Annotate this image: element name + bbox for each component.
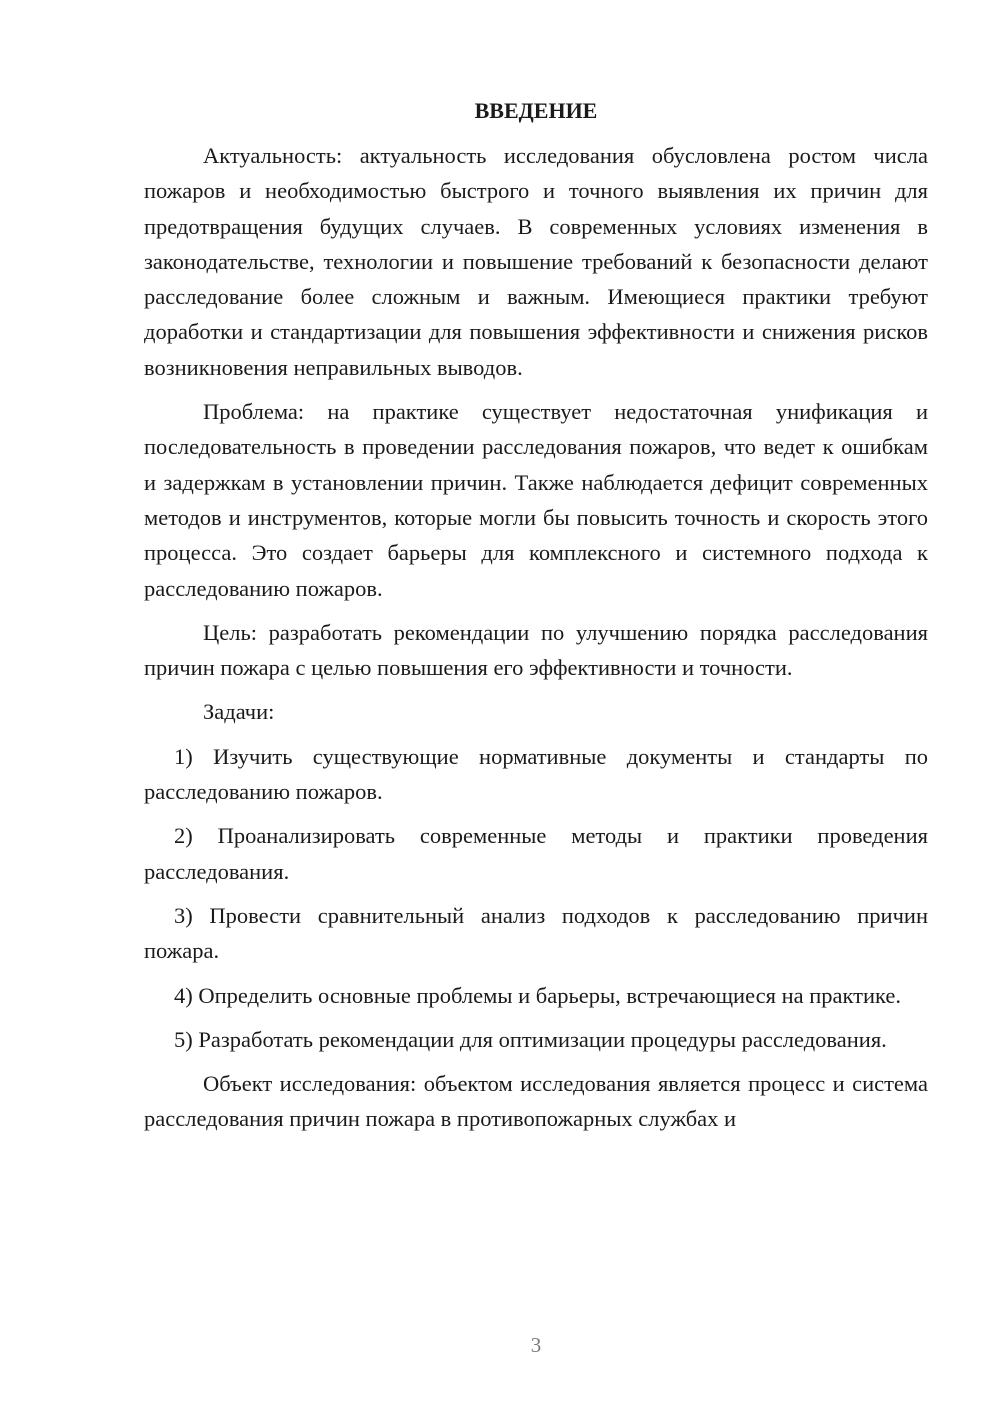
paragraph-relevance: Актуальность: актуальность исследования обусловлена ростом числа пожаров и необходимостью быстрого и точного выявления их причин для предотвращения будущих случаев. В современных условиях изменения в законодательстве, технологии и повышение требований к безопасности делают расследование более сложным и важным. Имеющиеся практики требуют доработки и стандартизации для повышения эффективности и снижения рисков возникновения неправильных выводов. bbox=[144, 143, 928, 380]
paragraph-problem: Проблема: на практике существует недостаточная унификация и последовательность в проведении расследования пожаров, что ведет к ошибкам и задержкам в установлении причин. Также наблюдается дефицит современных методов и инструментов, которые могли бы повысить точность и скорость этого процесса. Это создает барьеры для комплексного и системного подхода к расследованию пожаров. bbox=[144, 399, 928, 601]
task-item-4: 4) Определить основные проблемы и барьеры, встречающиеся на практике. bbox=[174, 982, 902, 1008]
task-item-3: 3) Провести сравнительный анализ подходов к расследованию причин пожара. bbox=[144, 902, 928, 964]
document-page bbox=[144, 96, 928, 1146]
paragraph-object: Объект исследования: объектом исследования является процесс и система расследования причин пожара в противопожарных службах и bbox=[144, 1071, 928, 1132]
tasks-label: Задачи: bbox=[203, 699, 275, 725]
paragraph-goal: Цель: разработать рекомендации по улучшению порядка расследования причин пожара с целью повышения его эффективности и точности. bbox=[144, 619, 928, 681]
task-item-5: 5) Разработать рекомендации для оптимизации процедуры расследования. bbox=[174, 1026, 887, 1052]
section-heading: ВВЕДЕНИЕ bbox=[474, 98, 598, 123]
task-item-2: 2) Проанализировать современные методы и практики проведения расследования. bbox=[144, 823, 928, 884]
task-item-1: 1) Изучить существующие нормативные документы и стандарты по расследованию пожаров. bbox=[144, 743, 928, 805]
page-number: 3 bbox=[530, 1333, 542, 1357]
